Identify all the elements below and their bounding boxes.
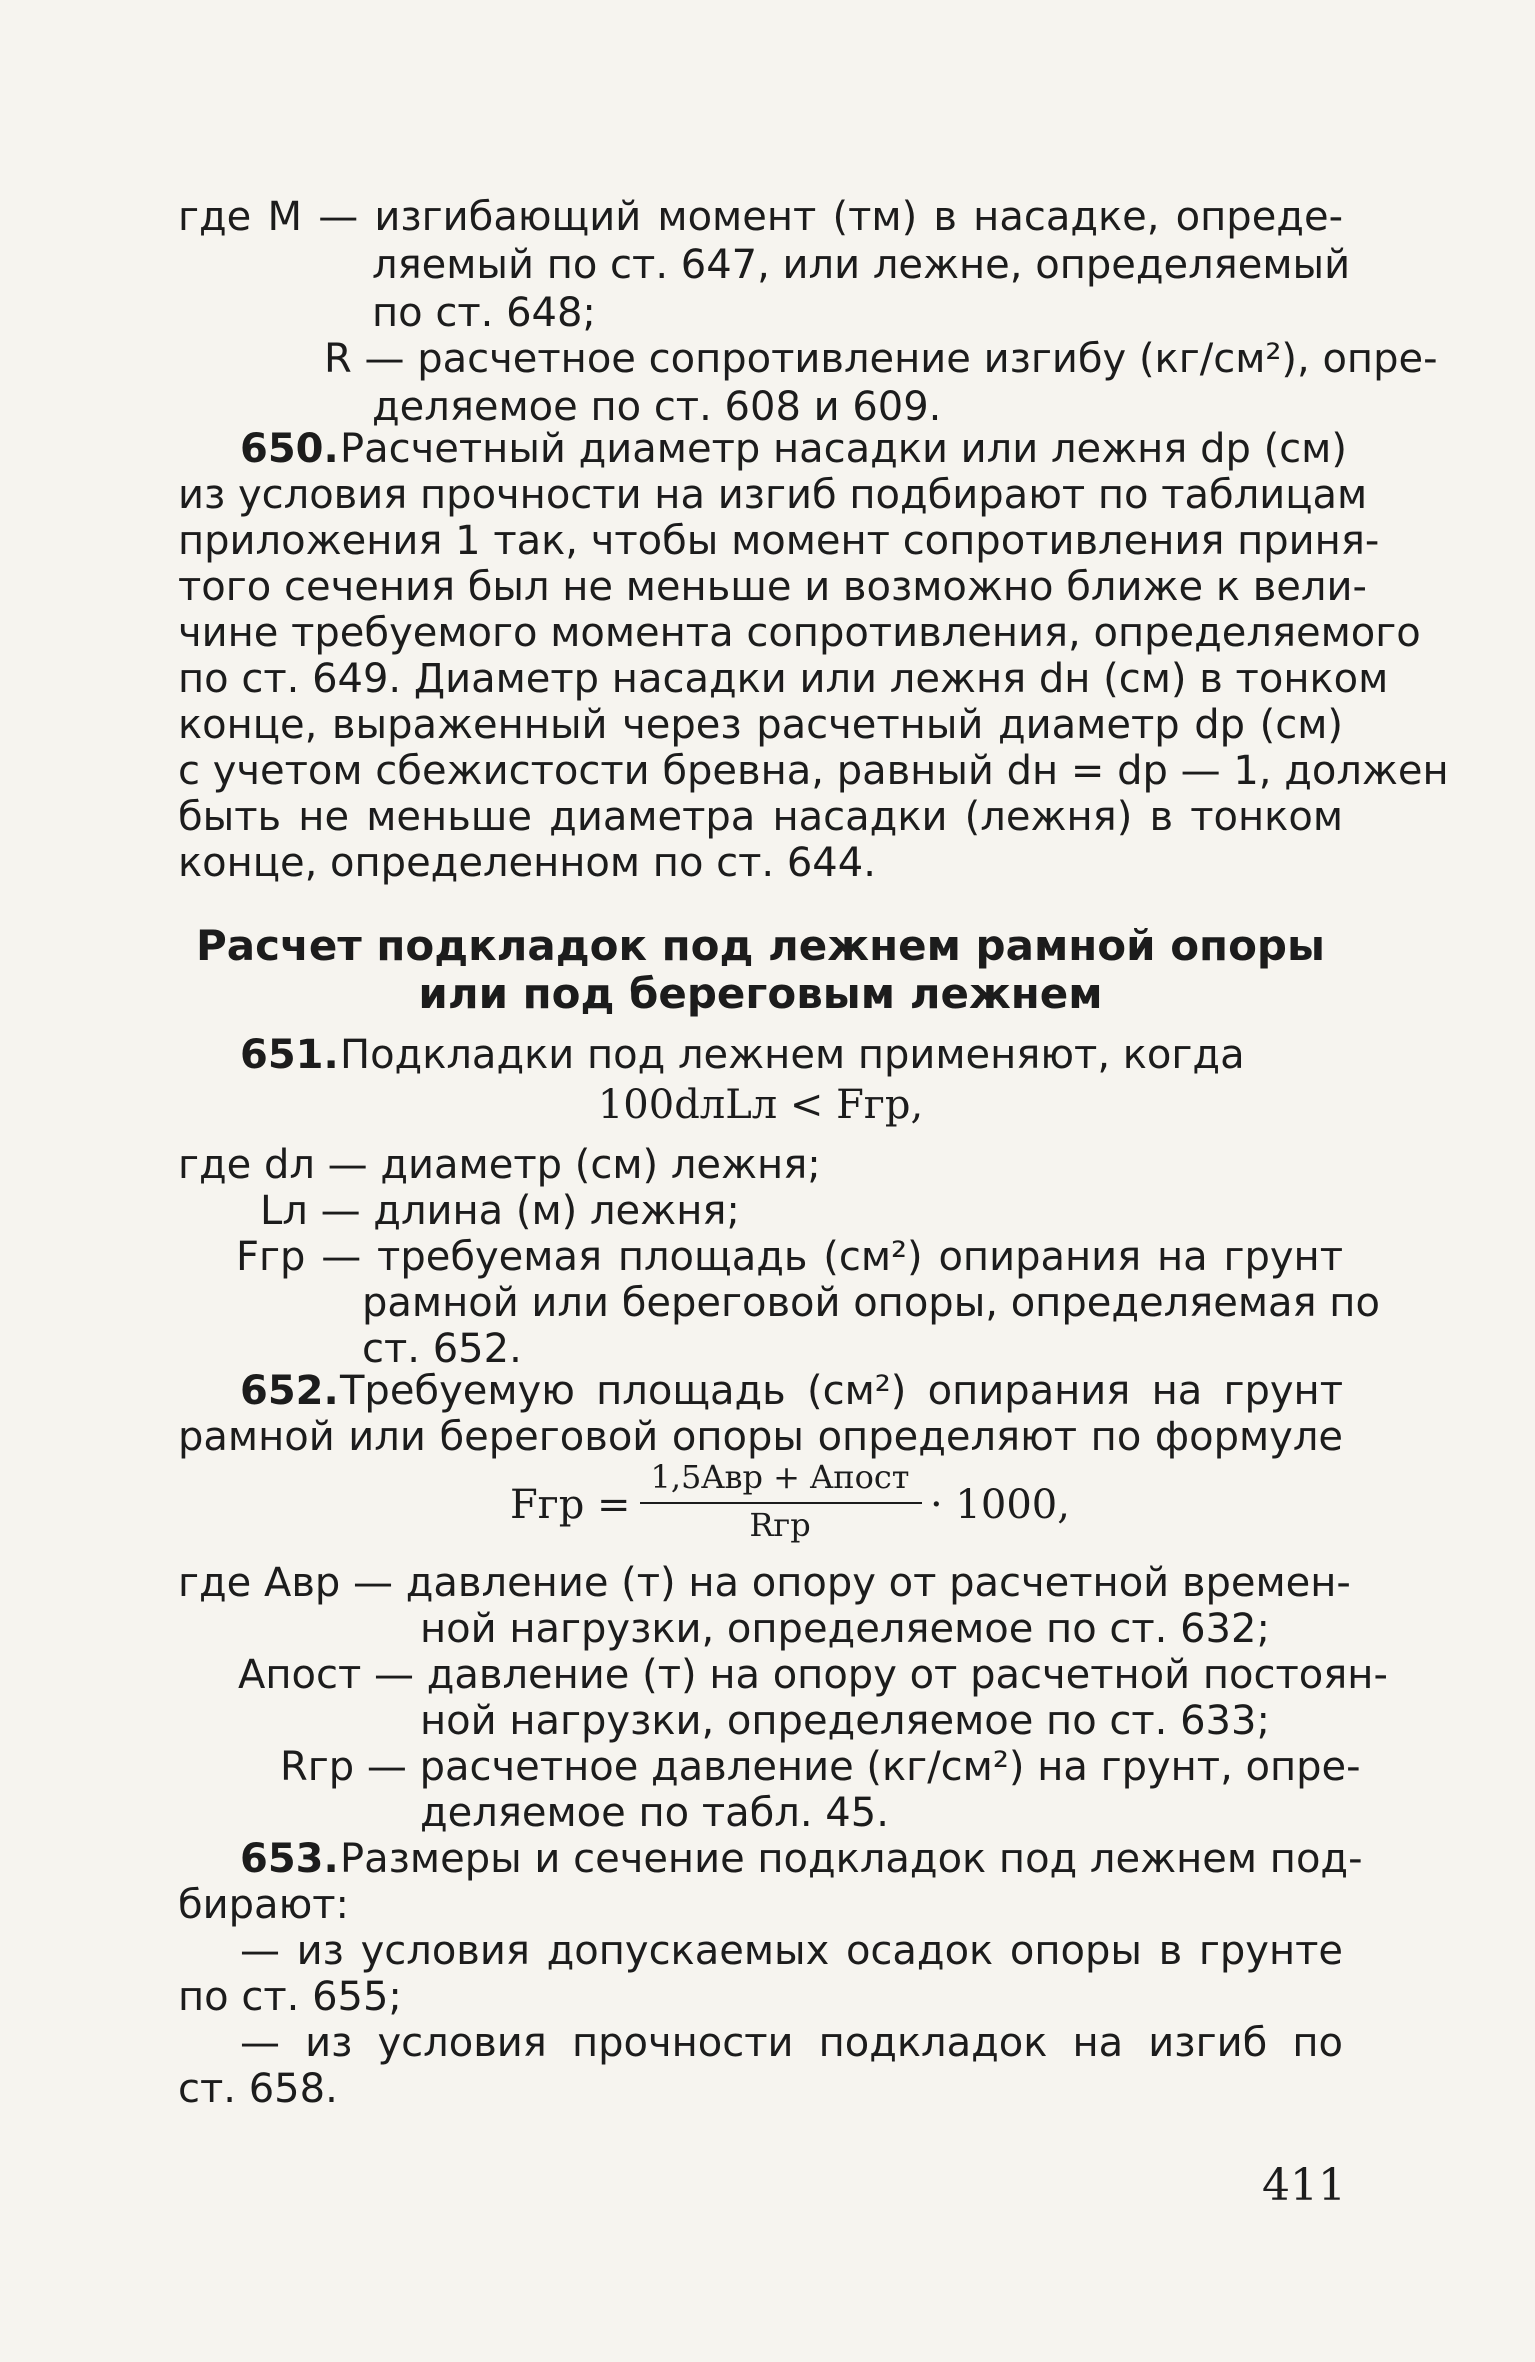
text-line: того сечения был не меньше и возможно ближе к вели- <box>178 564 1367 610</box>
text-line: по ст. 648; <box>372 290 596 336</box>
text-line: ной нагрузки, определяемое по ст. 632; <box>420 1606 1270 1652</box>
text-line: чине требуемого момента сопротивления, определяемого <box>178 610 1421 656</box>
text-line: конце, выраженный через расчетный диаметр dр (см) <box>178 702 1343 748</box>
text-line: Aпост — давление (т) на опору от расчетной постоян- <box>238 1652 1388 1698</box>
text-line: где dл — диаметр (см) лежня; <box>178 1142 821 1188</box>
text-line: где Aвр — давление (т) на опору от расчетной времен- <box>178 1560 1351 1606</box>
text-line: конце, определенном по ст. 644. <box>178 840 876 886</box>
text-line: по ст. 649. Диаметр насадки или лежня dн (см) в тонком <box>178 656 1389 702</box>
formula-lhs: Fгр = <box>510 1482 631 1528</box>
paragraph-number: 652. <box>240 1368 339 1414</box>
paragraph-number: 653. <box>240 1836 339 1882</box>
formula-denominator: Rгр <box>749 1506 811 1544</box>
text-line: Lл — длина (м) лежня; <box>260 1188 740 1234</box>
text-line: Требуемую площадь (см²) опирания на грунт <box>340 1368 1343 1414</box>
text-line: ляемый по ст. 647, или лежне, определяемый <box>372 242 1351 288</box>
text-line: Подкладки под лежнем применяют, когда <box>340 1032 1245 1078</box>
text-line: рамной или береговой опоры определяют по формуле <box>178 1414 1343 1460</box>
text-line: ст. 658. <box>178 2066 338 2112</box>
text-line: рамной или береговой опоры, определяемая по <box>362 1280 1380 1326</box>
text-line: с учетом сбежистости бревна, равный dн = dр — 1, должен <box>178 748 1449 794</box>
text-line: ст. 652. <box>362 1326 522 1372</box>
text-line: из условия прочности на изгиб подбирают по таблицам <box>178 472 1368 518</box>
paragraph-number: 651. <box>240 1032 339 1078</box>
formula-condition: 100dлLл < Fгр, <box>597 1082 924 1128</box>
text-line: Размеры и сечение подкладок под лежнем под- <box>340 1836 1363 1882</box>
text-line: — из условия прочности подкладок на изгиб по <box>240 2020 1343 2066</box>
text-line: где М — изгибающий момент (тм) в насадке, опреде- <box>178 194 1343 240</box>
text-line: бирают: <box>178 1882 350 1928</box>
text-line: деляемое по табл. 45. <box>420 1790 889 1836</box>
formula-multiplier: · 1000, <box>930 1482 1070 1528</box>
text-line: по ст. 655; <box>178 1974 402 2020</box>
text-line: деляемое по ст. 608 и 609. <box>372 384 942 430</box>
text-line: — из условия допускаемых осадок опоры в грунте <box>240 1928 1343 1974</box>
paragraph-number: 650. <box>240 426 339 472</box>
text-line: Расчетный диаметр насадки или лежня dр (см) <box>340 426 1347 472</box>
section-heading: или под береговым лежнем <box>418 969 1103 1018</box>
fraction-bar <box>640 1502 922 1504</box>
text-line: приложения 1 так, чтобы момент сопротивления приня- <box>178 518 1380 564</box>
text-line: быть не меньше диаметра насадки (лежня) в тонком <box>178 794 1343 840</box>
text-line: Rгр — расчетное давление (кг/см²) на грунт, опре- <box>280 1744 1361 1790</box>
text-line: R — расчетное сопротивление изгибу (кг/см²), опре- <box>324 336 1438 382</box>
text-line: Fгр — требуемая площадь (см²) опирания на грунт <box>236 1234 1343 1280</box>
text-line: ной нагрузки, определяемое по ст. 633; <box>420 1698 1270 1744</box>
section-heading: Расчет подкладок под лежнем рамной опоры <box>196 921 1325 970</box>
formula-numerator: 1,5Aвр + Aпост <box>650 1458 910 1496</box>
page-number: 411 <box>1262 2160 1346 2211</box>
